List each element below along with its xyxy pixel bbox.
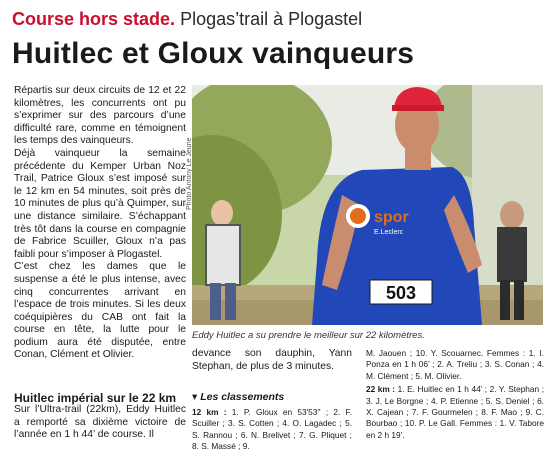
body-paragraph: Sur l’Ultra-trail (22km), Eddy Huitlec a remporté sa dixième victoire de l’année en 1 h 44’ de course. Il	[14, 404, 186, 441]
body-column-left	[14, 85, 186, 362]
article-headline: Huitlec et Gloux vainqueurs	[12, 37, 415, 70]
photo-caption: Eddy Huitlec a su prendre le meilleur sur 22 kilomètres.	[192, 330, 425, 341]
body-paragraph: Déjà vainqueur la semaine précédente du Kemper Urban Noz Trail, Patrice Gloux s’est imposé sur le 12 km en 54 minutes, soit près de 10 minutes de plus qu’à Quimper, sur une distance similaire. S’échappant très tôt dans la course en compagnie de Fabrice Scuiller, Gloux n’a pas faibli pour s’imposer à Plogastel.	[14, 147, 186, 260]
article-kicker	[12, 8, 362, 30]
results-22km-text: 1. E. Huitlec en 1 h 44’ ; 2. Y. Stephan ; 3. J. Le Borgne ; 4. P. Etienne ; 5. S. Deniel ; 6. X. Cajean ; 7. F. Gourmelen ; 8. F. Mao ; 9. C. Bourbao ; 10. P. Le Gall. Femmes : 1. V. Tabore en 2 h 19’.	[366, 384, 544, 440]
runner-photo-illustration	[192, 85, 543, 325]
results-column-right	[366, 348, 544, 441]
body-paragraph: C’est chez les dames que le suspense a été le plus intense, avec cinq concurrentes arrivant en l’espace de trois minutes. Si les deux coéquipières du CAB ont fait la course en tête, la lutte pour le podium aura été disputée, entre Conan, Clément et Olivier.	[14, 261, 186, 361]
photo-credit: Photo Antony Le Jeune	[186, 137, 193, 210]
kicker-location: Plogas’trail à Plogastel	[180, 9, 363, 29]
results-12km-continued: M. Jaouen ; 10. Y. Scouarnec. Femmes : 1. I. Ponza en 1 h 06’ ; 2. A. Treliu ; 3. S. Conan ; 4. M. Clément ; 5. M. Olivier.	[366, 348, 544, 381]
sponsor-logo-subtext: E.Leclerc	[374, 229, 404, 236]
article-subhead: Huitlec impérial sur le 22 km	[14, 391, 177, 405]
results-12km-label: 12 km :	[192, 407, 227, 417]
article-photo	[192, 85, 543, 325]
body-paragraph: devance son dauphin, Yann Stephan, de plus de 3 minutes.	[192, 348, 352, 372]
sponsor-logo-text: spor	[374, 209, 409, 226]
kicker-category: Course hors stade.	[12, 9, 176, 29]
results-heading-text: Les classements	[200, 391, 285, 403]
results-heading: ▾ Les classements	[192, 391, 285, 403]
results-22km	[366, 384, 544, 441]
results-22km-label: 22 km :	[366, 384, 396, 395]
bib-number: 503	[385, 283, 417, 303]
results-12km	[192, 407, 352, 453]
body-paragraph: Répartis sur deux circuits de 12 et 22 kilomètres, les concurrents ont pu s’exprimer sur des parcours d’une difficulté rare, comme en témoignent les temps des vainqueurs.	[14, 85, 186, 147]
results-12km-text: 1. P. Gloux en 53'53'' ; 2. F. Scuiller ; 3. S. Cotten ; 4. O. Lagadec ; 5. S. Rannou ; 6. N. Brelivet ; 7. G. Pliquet ; 8. S. Massé ; 9.	[192, 407, 353, 452]
